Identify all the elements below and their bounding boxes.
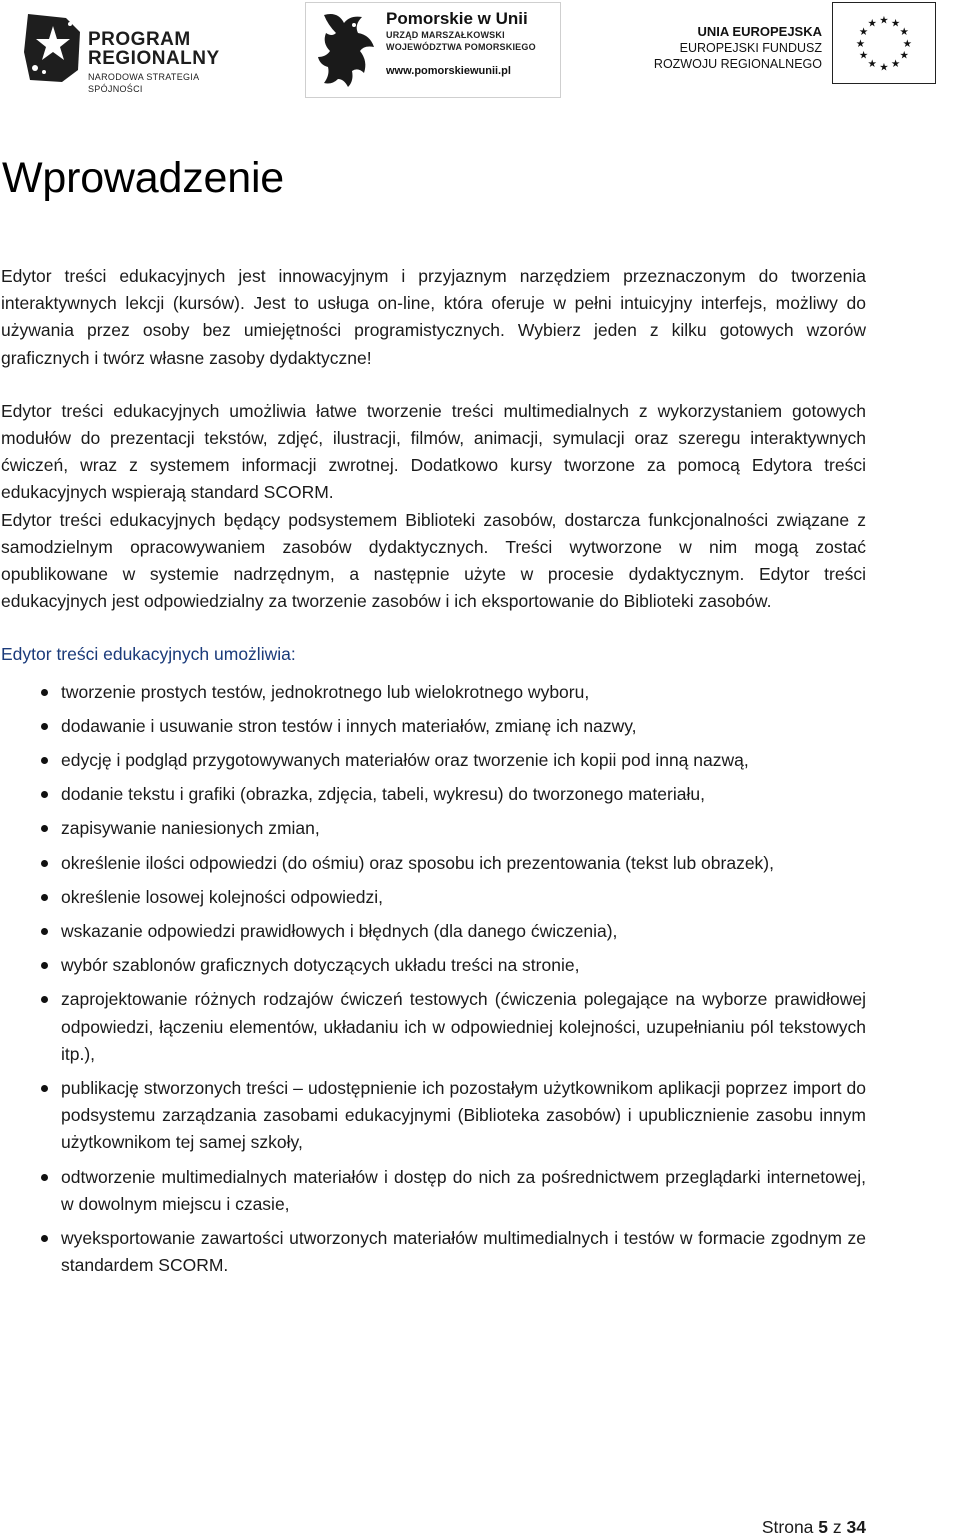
eu-star-icon: ★ (867, 17, 878, 30)
list-item (1, 1164, 866, 1218)
list-item (1, 952, 866, 979)
bullet-icon (41, 996, 48, 1003)
logo-line: EUROPEJSKI FUNDUSZ (679, 41, 822, 55)
list-item-text: dodanie tekstu i grafiki (obrazka, zdjęcia, tabeli, wykresu) do tworzonego materiału, (61, 784, 705, 805)
bullet-icon (41, 825, 48, 832)
griffin-emblem-icon (314, 9, 380, 91)
list-item-text: odtworzenie multimedialnych materiałów i dostęp do nich za pośrednictwem przeglądarki internetowej, w dowolnym miejscu i czasie, (61, 1166, 866, 1214)
logo-line: NARODOWA STRATEGIA SPÓJNOŚCI (88, 72, 199, 94)
features-list (1, 679, 866, 1280)
bullet-icon (41, 962, 48, 969)
eu-star-icon: ★ (890, 58, 901, 71)
current-page: 5 (818, 1517, 829, 1537)
total-pages: 34 (846, 1517, 866, 1537)
logo-line: WOJEWÓDZTWA POMORSKIEGO (386, 42, 536, 52)
pomorskie-text (386, 9, 558, 79)
logo-line: REGIONALNY (88, 48, 220, 69)
eu-stars-flag-icon (832, 2, 936, 84)
list-item-text: wskazanie odpowiedzi prawidłowych i błędnych (dla danego ćwiczenia), (61, 921, 618, 942)
page-number (762, 1515, 866, 1539)
pomorskie-w-unii-logo (305, 2, 561, 98)
list-item-text: publikację stworzonych treści – udostępnienie ich pozostałym użytkownikom aplikacji poprzez import do podsystemu zarządzania zasobami edukacyjnymi (Biblioteka zasobów) i upublicznienie zasobu innym użytkownikom tej samej szkoły, (61, 1078, 866, 1153)
page-label: Strona (761, 1517, 814, 1537)
list-item (1, 781, 866, 808)
features-heading-text: Edytor treści edukacyjnych umożliwia: (1, 644, 296, 665)
eu-star-icon: ★ (858, 26, 869, 39)
logo-title: Pomorskie w Unii (386, 9, 528, 28)
bullet-icon (41, 1235, 48, 1242)
list-item (1, 1075, 866, 1157)
page-header (0, 0, 960, 100)
page-title: Wprowadzenie (2, 154, 285, 202)
body-paragraph: Edytor treści edukacyjnych umożliwia łatwe tworzenie treści multimedialnych z wykorzystaniem gotowych modułów do prezentacji tekstów, zdjęć, ilustracji, filmów, animacji, symulacji oraz szeregu interaktywnych ćwiczeń, wraz z systemem informacji zwrotnej. Dodatkowo kursy tworzone za pomocą Edytora treści edukacyjnych wspierają standard SCORM. (1, 400, 866, 503)
logo-line: ROZWOJU REGIONALNEGO (653, 57, 822, 71)
list-item-text: wybór szablonów graficznych dotyczących układu treści na stronie, (61, 955, 580, 976)
eu-star-icon: ★ (879, 14, 889, 27)
list-item (1, 747, 866, 774)
list-item-text: dodawanie i usuwanie stron testów i innych materiałów, zmianę ich nazwy, (61, 715, 637, 736)
list-item (1, 850, 866, 877)
eu-star-icon: ★ (899, 49, 910, 62)
bullet-icon (41, 757, 48, 764)
bullet-icon (41, 928, 48, 935)
list-item (1, 713, 866, 740)
eu-star-icon: ★ (899, 26, 910, 39)
bullet-icon (41, 689, 48, 696)
eu-star-icon: ★ (890, 17, 901, 30)
page-of: z (832, 1517, 842, 1537)
logo-line: PROGRAM (88, 29, 191, 50)
eu-star-icon: ★ (855, 37, 866, 50)
list-item (1, 815, 866, 842)
list-item (1, 918, 866, 945)
list-item (1, 986, 866, 1068)
bullet-icon (41, 1174, 48, 1181)
body-paragraph: Edytor treści edukacyjnych będący podsystemem Biblioteki zasobów, dostarcza funkcjonalności związane z samodzielnym opracowywaniem zasobów dydaktycznych. Treści wytworzone w nim mogą zostać opublikowane w systemie nadrzędnym, a następnie użyte w procesie dydaktycznym. Edytor treści edukacyjnych jest odpowiedzialny za tworzenie zasobów i ich eksportowanie do Biblioteki zasobów. (1, 509, 866, 612)
unia-europejska-logo (652, 2, 936, 98)
bullet-icon (41, 860, 48, 867)
list-item-text: edycję i podgląd przygotowywanych materiałów oraz tworzenie ich kopii pod inną nazwą, (61, 750, 749, 771)
program-regionalny-logo (22, 12, 252, 94)
list-item-text: wyeksportowanie zawartości utworzonych materiałów multimedialnych i testów w formacie zgodnym ze standardem SCORM. (61, 1228, 866, 1276)
bullet-icon (41, 723, 48, 730)
eu-star-icon: ★ (858, 49, 869, 62)
features-heading (1, 641, 866, 668)
bullet-icon (41, 1085, 48, 1092)
list-item-text: zaprojektowanie różnych rodzajów ćwiczeń testowych (ćwiczenia polegające na wyborze prawidłowej odpowiedzi, łączeniu elementów, układaniu ich w odpowiedniej kolejności, uzupełnianiu pól tekstowych itp.), (61, 989, 866, 1064)
program-regionalny-star-icon (22, 12, 84, 84)
bullet-icon (41, 791, 48, 798)
list-item-text: tworzenie prostych testów, jednokrotnego lub wielokrotnego wyboru, (61, 681, 590, 702)
list-item-text: określenie losowej kolejności odpowiedzi, (61, 886, 383, 907)
eu-star-icon: ★ (879, 61, 889, 74)
unia-europejska-text (652, 23, 822, 72)
logo-line: UNIA EUROPEJSKA (697, 24, 822, 39)
eu-star-icon: ★ (902, 37, 913, 50)
eu-star-icon: ★ (867, 58, 878, 71)
program-regionalny-text (88, 30, 252, 95)
logo-url: www.pomorskiewunii.pl (386, 65, 511, 77)
document-body (1, 263, 866, 1287)
bullet-icon (41, 894, 48, 901)
logo-line: URZĄD MARSZAŁKOWSKI (386, 30, 505, 40)
list-item (1, 884, 866, 911)
list-item-text: określenie ilości odpowiedzi (do ośmiu) oraz sposobu ich prezentowania (tekst lub obrazek), (61, 852, 774, 873)
list-item (1, 1225, 866, 1279)
list-item (1, 679, 866, 706)
intro-paragraph: Edytor treści edukacyjnych jest innowacyjnym i przyjaznym narzędziem przeznaczonym do tworzenia interaktywnych lekcji (kursów). Jest to usługa on-line, która oferuje w pełni intuicyjny interfejs, możliwy do używania przez osoby bez umiejętności programistycznych. Wybierz jeden z kilku gotowych wzorów graficznych i twórz własne zasoby dydaktyczne! (1, 266, 866, 368)
list-item-text: zapisywanie naniesionych zmian, (61, 818, 320, 839)
